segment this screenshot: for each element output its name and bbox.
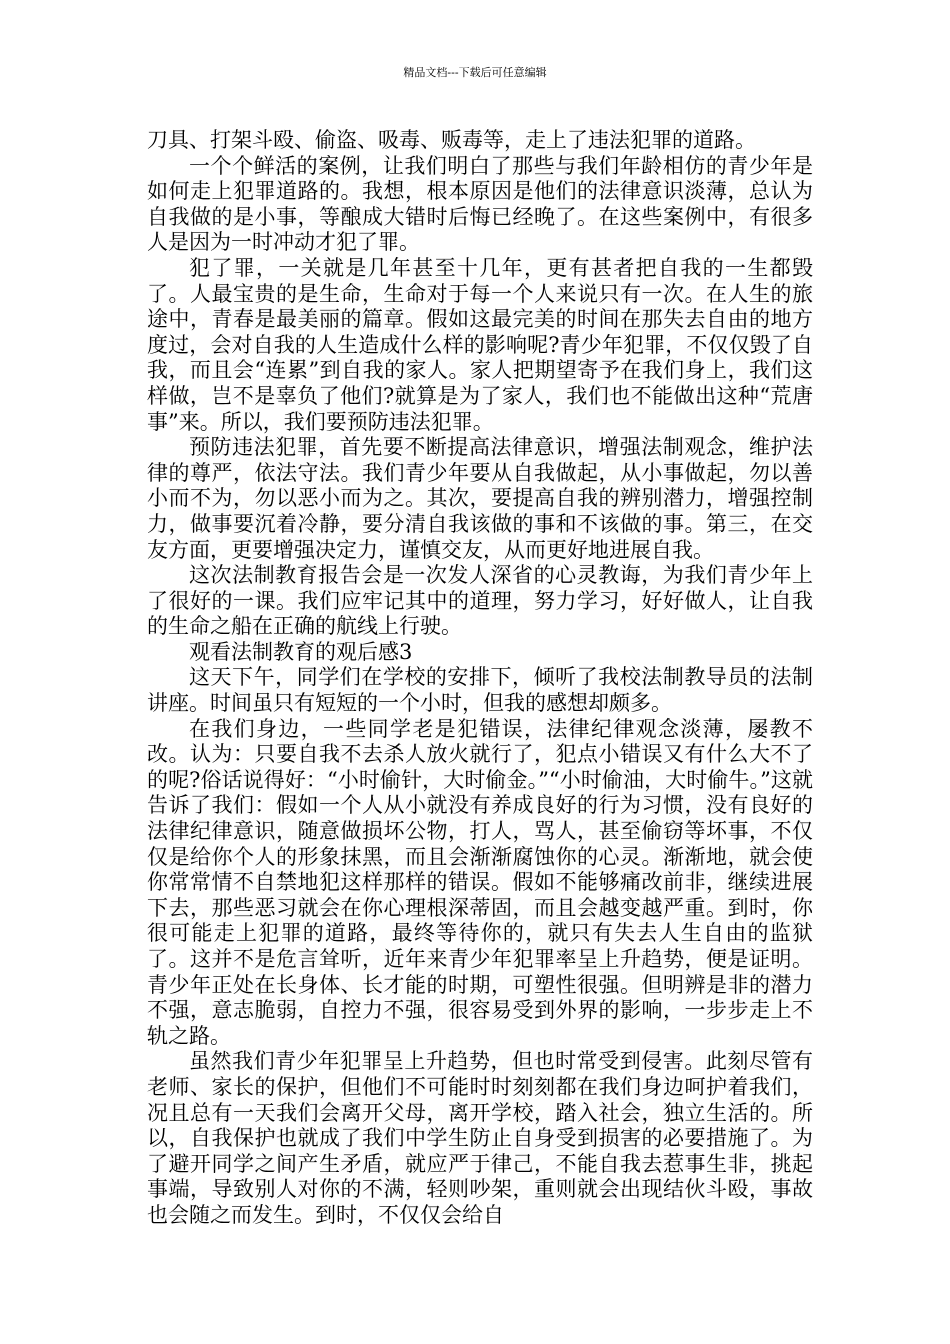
paragraph: 这次法制教育报告会是一次发人深省的心灵教诲，为我们青少年上了很好的一课。我们应牢记其中的道理，努力学习，好好做人，让自我的生命之船在正确的航线上行驶。 <box>147 563 813 639</box>
paragraph: 这天下午，同学们在学校的安排下，倾听了我校法制教导员的法制讲座。时间虽只有短短的一个小时，但我的感想却颇多。 <box>147 665 813 716</box>
paragraph: 犯了罪，一关就是几年甚至十几年，更有甚者把自我的一生都毁了。人最宝贵的是生命，生命对于每一个人来说只有一次。在人生的旅途中，青春是最美丽的篇章。假如这最完美的时间在那失去自由的地方度过，会对自我的人生造成什么样的影响呢?青少年犯罪，不仅仅毁了自我，而且会“连累”到自我的家人。家人把期望寄予在我们身上，我们这样做，岂不是辜负了他们?就算是为了家人，我们也不能做出这种“荒唐事”来。所以，我们要预防违法犯罪。 <box>147 255 813 434</box>
paragraph: 刀具、打架斗殴、偷盗、吸毒、贩毒等，走上了违法犯罪的道路。 <box>147 128 756 152</box>
paragraph: 预防违法犯罪，首先要不断提高法律意识，增强法制观念，维护法律的尊严，依法守法。我们青少年要从自我做起，从小事做起，勿以善小而不为，勿以恶小而为之。其次，要提高自我的辨别潜力，增强控制力，做事要沉着冷静，要分清自我该做的事和不该做的事。第三，在交友方面，更要增强决定力，谨慎交友，从而更好地进展自我。 <box>147 435 813 562</box>
paragraph: 在我们身边，一些同学老是犯错误，法律纪律观念淡薄，屡教不改。认为：只要自我不去杀人放火就行了，犯点小错误又有什么大不了的呢?俗话说得好：“小时偷针，大时偷金。”“小时偷油，大时偷牛。”这就告诉了我们：假如一个人从小就没有养成良好的行为习惯，没有良好的法律纪律意识，随意做损坏公物，打人，骂人，甚至偷窃等坏事，不仅仅是给你个人的形象抹黑，而且会渐渐腐蚀你的心灵。渐渐地，就会使你常常情不自禁地犯这样那样的错误。假如不能够痛改前非，继续进展下去，那些恶习就会在你心理根深蒂固，而且会越变越严重。到时，你很可能走上犯罪的道路，最终等待你的，就只有失去人生自由的监狱了。这并不是危言耸听，近年来青少年犯罪率呈上升趋势，便是证明。青少年正处在长身体、长才能的时期，可塑性很强。但明辨是非的潜力不强，意志脆弱，自控力不强，很容易受到外界的影响，一步步走上不轨之路。 <box>147 716 813 1048</box>
paragraph: 一个个鲜活的案例，让我们明白了那些与我们年龄相仿的青少年是如何走上犯罪道路的。我想，根本原因是他们的法律意识淡薄，总认为自我做的是小事，等酿成大错时后悔已经晚了。在这些案例中，有很多人是因为一时冲动才犯了罪。 <box>147 153 813 255</box>
page-header: 精品文档---下载后可任意编辑 <box>403 66 547 79</box>
paragraph: 观看法制教育的观后感3 <box>189 639 413 664</box>
paragraph: 虽然我们青少年犯罪呈上升趋势，但也时常受到侵害。此刻尽管有老师、家长的保护，但他们不可能时时刻刻都在我们身边呵护着我们，况且总有一天我们会离开父母，离开学校，踏入社会，独立生活的。所以，自我保护也就成了我们中学生防止自身受到损害的必要措施了。为了避开同学之间产生矛盾，就应严于律己，不能自我去惹事生非，挑起事端，导致别人对你的不满，轻则吵架，重则就会出现结伙斗殴，事故也会随之而发生。到时，不仅仅会给自 <box>147 1049 813 1227</box>
document-body <box>147 128 813 1229</box>
